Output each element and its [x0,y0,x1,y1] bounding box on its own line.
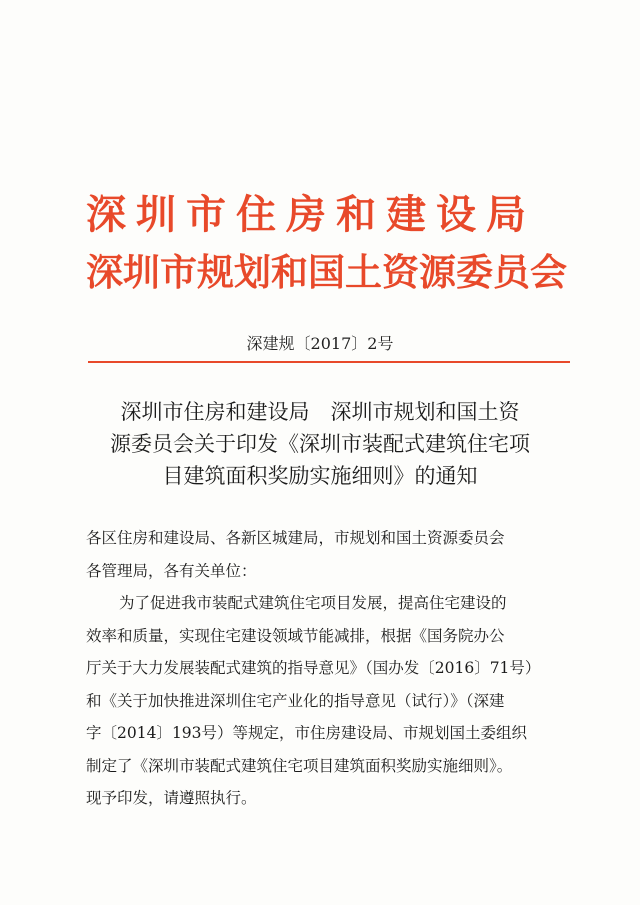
title-line-2: 源委员会关于印发《深圳市装配式建筑住宅项 [110,432,530,456]
document-number: 深建规〔2017〕2号 [246,334,394,353]
paragraph-line-3: 厅关于大力发展装配式建筑的指导意见》（国办发〔2016〕71号） [86,659,541,677]
paragraph-line-4: 和《关于加快推进深圳住宅产业化的指导意见（试行）》（深建 [86,691,505,710]
issuer-line-housing-bureau: 深圳市住房和建设局 [86,191,536,238]
paragraph-line-1: 为了促进我市装配式建筑住宅项目发展，提高住宅建设的 [119,594,507,612]
paragraph-line-6: 制定了《深圳市装配式建筑住宅项目建筑面积奖励实施细则》。 [86,756,513,775]
paragraph-line-2: 效率和质量，实现住宅建设领域节能减排，根据《国务院办公 [86,626,505,645]
red-divider-line [88,361,570,363]
issuer-line-planning-commission: 深圳市规划和国土资源委员会 [86,250,567,294]
addressee-line-2: 各管理局，各有关单位： [86,561,257,580]
paragraph-line-7: 现予印发，请遵照执行。 [86,789,257,807]
title-line-3: 目建筑面积奖励实施细则》的通知 [162,464,478,488]
title-line-1: 深圳市住房和建设局 深圳市规划和国土资 [120,400,520,424]
notice-body [86,522,576,815]
addressee-line-1: 各区住房和建设局、各新区城建局，市规划和国土资源委员会 [86,529,505,547]
paragraph-line-5: 字〔2014〕193号）等规定，市住房建设局、市规划国土委组织 [86,724,528,742]
notice-title [60,396,580,492]
